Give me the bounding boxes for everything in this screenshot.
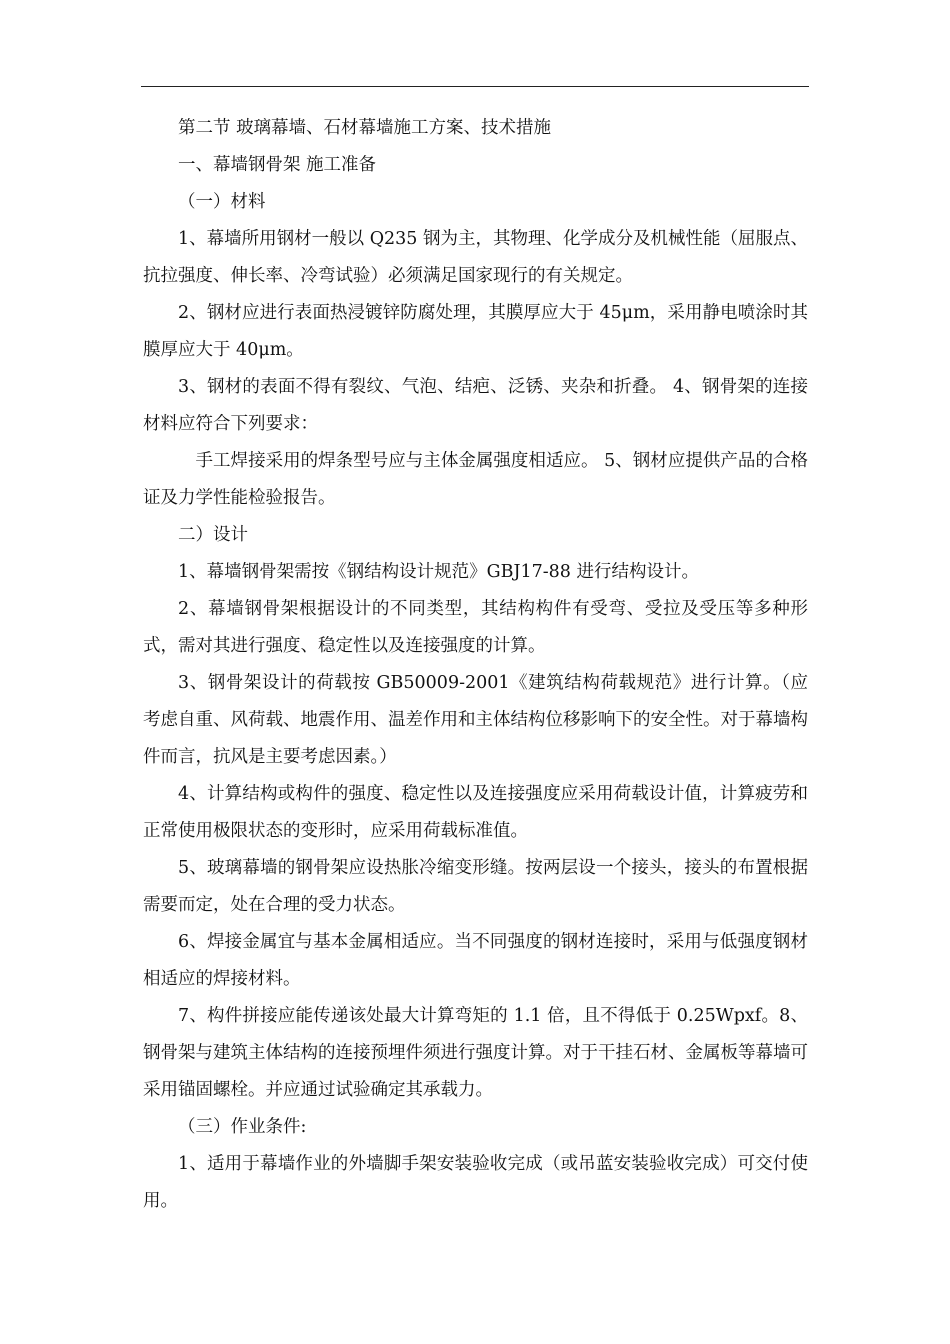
paragraph: 2、幕墙钢骨架根据设计的不同类型，其结构构件有受弯、受拉及受压等多种形式，需对其进行强度、稳定性以及连接强度的计算。 xyxy=(143,599,808,656)
section-title: 第二节 玻璃幕墙、石材幕墙施工方案、技术措施 xyxy=(178,118,552,138)
paragraph: 3、钢骨架设计的荷载按 GB50009-2001《建筑结构荷载规范》进行计算。（应考虑自重、风荷载、地震作用、温差作用和主体结构位移影响下的安全性。对于幕墙构件而言，抗风是主要考虑因素。） xyxy=(143,673,808,767)
paragraph: 4、计算结构或构件的强度、稳定性以及连接强度应采用荷载设计值，计算疲劳和正常使用极限状态的变形时，应采用荷载标准值。 xyxy=(143,784,808,841)
subheading-design: 二）设计 xyxy=(178,525,248,545)
paragraph: 2、钢材应进行表面热浸镀锌防腐处理，其膜厚应大于 45μm，采用静电喷涂时其膜厚应大于 40μm。 xyxy=(143,303,808,360)
header-rule xyxy=(141,86,809,87)
paragraph: 5、玻璃幕墙的钢骨架应设热胀冷缩变形缝。按两层设一个接头，接头的布置根据需要而定，处在合理的受力状态。 xyxy=(143,858,808,915)
document-body xyxy=(143,110,808,1220)
paragraph: 7、构件拼接应能传递该处最大计算弯矩的 1.1 倍，且不得低于 0.25Wpxf。8、钢骨架与建筑主体结构的连接预埋件须进行强度计算。对于干挂石材、金属板等幕墙可采用锚固螺栓。并应通过试验确定其承载力。 xyxy=(143,1006,808,1100)
paragraph: 1、幕墙所用钢材一般以 Q235 钢为主，其物理、化学成分及机械性能（屈服点、抗拉强度、伸长率、冷弯试验）必须满足国家现行的有关规定。 xyxy=(143,229,809,286)
paragraph: 1、适用于幕墙作业的外墙脚手架安装验收完成（或吊蓝安装验收完成）可交付使用。 xyxy=(143,1154,808,1211)
paragraph: 3、钢材的表面不得有裂纹、气泡、结疤、泛锈、夹杂和折叠。 4、钢骨架的连接材料应符合下列要求： xyxy=(143,377,808,434)
paragraph: 手工焊接采用的焊条型号应与主体金属强度相适应。 5、钢材应提供产品的合格证及力学性能检验报告。 xyxy=(143,451,808,508)
paragraph: 6、焊接金属宜与基本金属相适应。当不同强度的钢材连接时，采用与低强度钢材相适应的焊接材料。 xyxy=(143,932,808,989)
subsection-heading: 一、幕墙钢骨架 施工准备 xyxy=(178,155,377,175)
subheading-conditions: （三）作业条件: xyxy=(178,1117,307,1137)
paragraph: 1、幕墙钢骨架需按《钢结构设计规范》GBJ17-88 进行结构设计。 xyxy=(178,562,699,582)
subheading-materials: （一）材料 xyxy=(178,192,266,212)
